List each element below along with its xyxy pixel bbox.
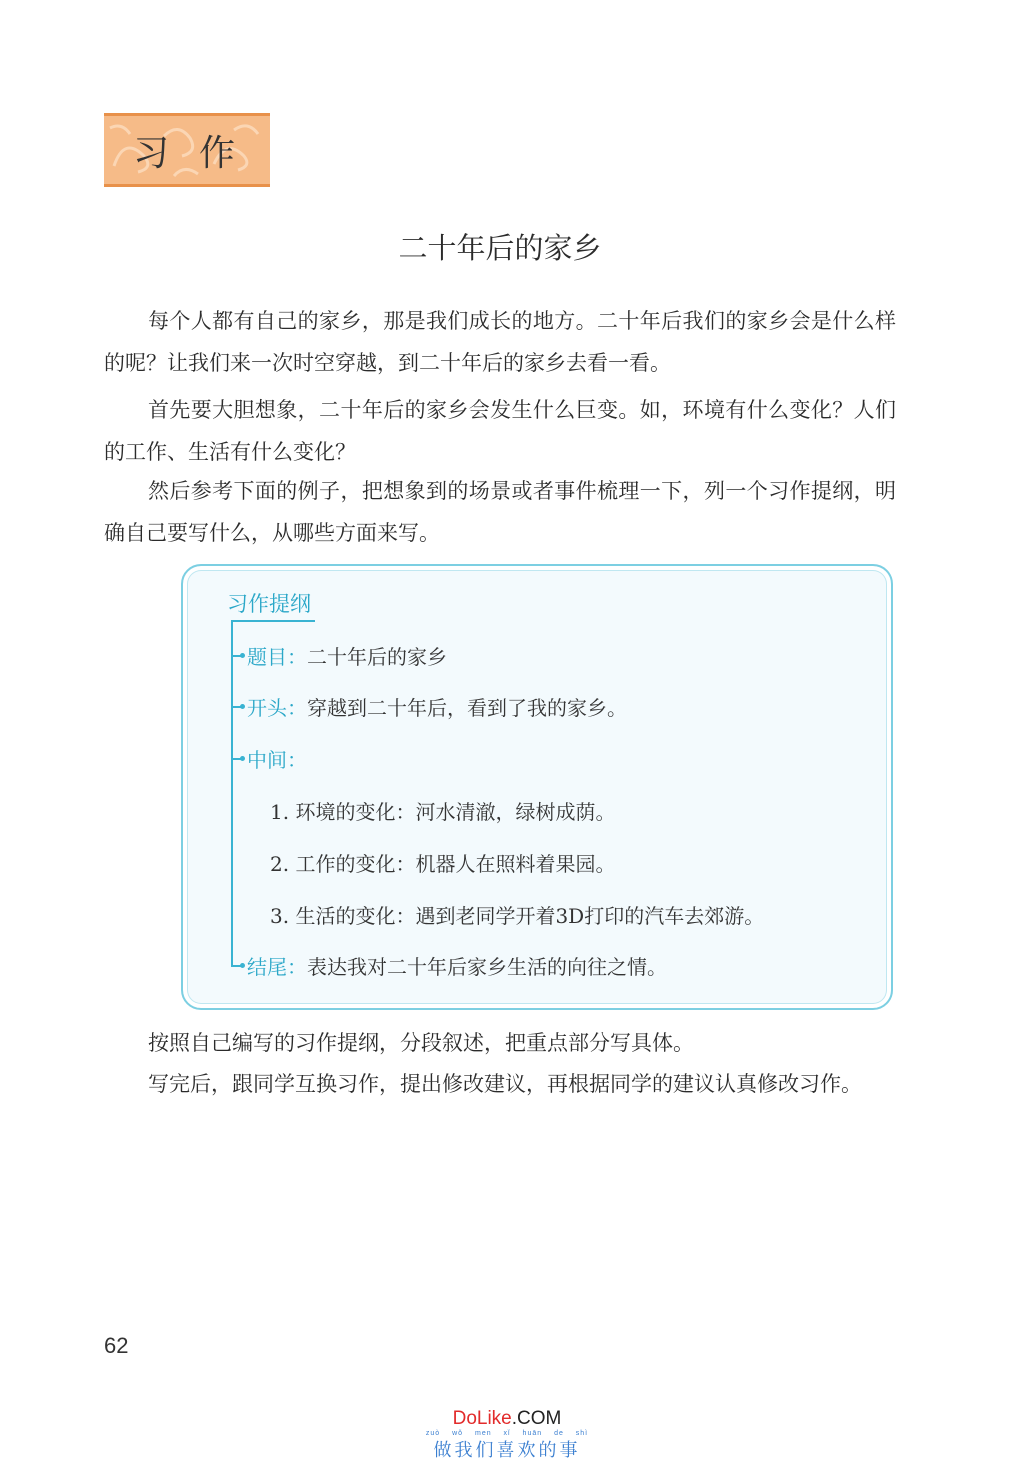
section-tag-label: 习作 bbox=[132, 132, 265, 174]
paragraph-4: 按照自己编写的习作提纲，分段叙述，把重点部分写具体。 bbox=[148, 1031, 694, 1055]
section-tag bbox=[104, 113, 270, 187]
outline-opening-key: 开头： bbox=[247, 696, 307, 720]
outline-ending bbox=[231, 951, 667, 980]
branch-dot-icon bbox=[231, 758, 243, 760]
paragraph-2: 首先要大胆想象，二十年后的家乡会发生什么巨变。如，环境有什么变化？人们的工作、生活有什么变化？ bbox=[104, 398, 896, 464]
branch-dot-icon bbox=[231, 965, 243, 967]
branch-dot-icon bbox=[231, 655, 243, 657]
watermark-pinyin: zuò wǒ men xǐ huān de shì bbox=[425, 1430, 589, 1437]
outline-heading: 习作提纲 bbox=[227, 592, 311, 616]
outline-tree-line bbox=[231, 621, 233, 967]
paragraph-3: 然后参考下面的例子，把想象到的场景或者事件梳理一下，列一个习作提纲，明确自己要写什么，从哪些方面来写。 bbox=[104, 479, 896, 545]
branch-dot-icon bbox=[231, 706, 243, 708]
watermark-brand bbox=[0, 1408, 1014, 1430]
outline-topic-key: 题目： bbox=[247, 645, 307, 669]
outline-middle-item: 3. 生活的变化：遇到老同学开着3D打印的汽车去郊游。 bbox=[270, 904, 765, 928]
watermark-brand-dark: .COM bbox=[511, 1408, 562, 1429]
outline-opening bbox=[231, 692, 627, 721]
outline-middle-item: 2. 工作的变化：机器人在照料着果园。 bbox=[270, 852, 616, 876]
outline-middle bbox=[231, 744, 307, 773]
outline-topic-value: 二十年后的家乡 bbox=[307, 645, 447, 669]
paragraph-1: 每个人都有自己的家乡，那是我们成长的地方。二十年后我们的家乡会是什么样的呢？让我们来一次时空穿越，到二十年后的家乡去看一看。 bbox=[104, 309, 896, 375]
outline-opening-value: 穿越到二十年后，看到了我的家乡。 bbox=[307, 696, 627, 720]
watermark-brand-red: DoLike bbox=[452, 1408, 512, 1429]
outline-middle-key: 中间： bbox=[247, 748, 307, 772]
outline-underline bbox=[231, 620, 315, 622]
page-number: 62 bbox=[104, 1333, 129, 1358]
outline-middle-item: 1. 环境的变化：河水清澈，绿树成荫。 bbox=[270, 800, 616, 824]
outline-ending-value: 表达我对二十年后家乡生活的向往之情。 bbox=[307, 955, 667, 979]
paragraph-5: 写完后，跟同学互换习作，提出修改建议，再根据同学的建议认真修改习作。 bbox=[148, 1072, 862, 1096]
outline-box bbox=[181, 564, 893, 1010]
page-title: 二十年后的家乡 bbox=[398, 231, 602, 265]
outline-topic bbox=[231, 641, 447, 670]
outline-ending-key: 结尾： bbox=[247, 955, 307, 979]
watermark-slogan: 做我们喜欢的事 bbox=[433, 1440, 581, 1461]
